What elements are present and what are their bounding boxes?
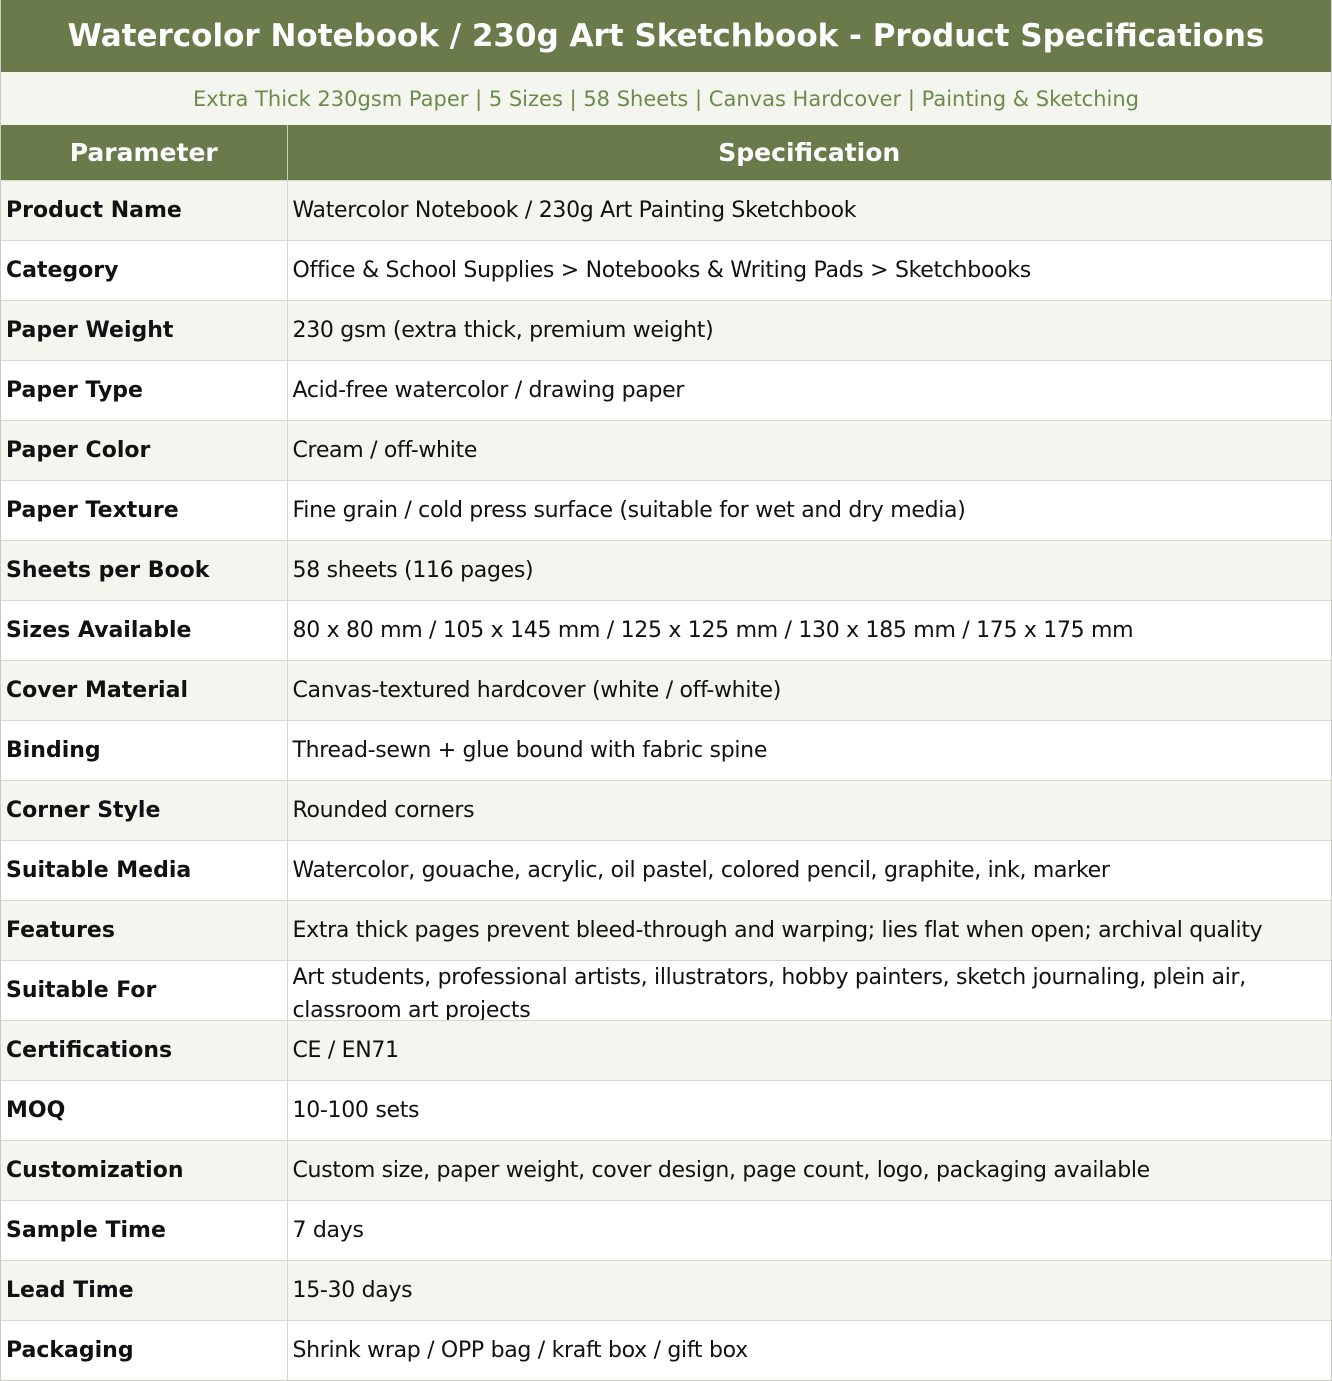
parameter-cell: Binding (1, 721, 287, 781)
table-row (1, 1141, 1331, 1201)
specification-cell: Office & School Supplies > Notebooks & Writing Pads > Sketchbooks (287, 241, 1331, 301)
table-row (1, 1081, 1331, 1141)
parameter-cell: Lead Time (1, 1261, 287, 1321)
specification-cell: Fine grain / cold press surface (suitable for wet and dry media) (287, 481, 1331, 541)
specification-cell: 230 gsm (extra thick, premium weight) (287, 301, 1331, 361)
table-row (1, 541, 1331, 601)
table-header-row (1, 125, 1331, 181)
parameter-cell: Cover Material (1, 661, 287, 721)
parameter-cell: Customization (1, 1141, 287, 1201)
table-row (1, 361, 1331, 421)
table-row (1, 1261, 1331, 1321)
parameter-cell: Sizes Available (1, 601, 287, 661)
specification-cell: Acid-free watercolor / drawing paper (287, 361, 1331, 421)
specification-cell: CE / EN71 (287, 1021, 1331, 1081)
column-header-parameter: Parameter (1, 125, 287, 181)
specification-cell: Watercolor, gouache, acrylic, oil pastel, colored pencil, graphite, ink, marker (287, 841, 1331, 901)
parameter-cell: Paper Texture (1, 481, 287, 541)
page-title: Watercolor Notebook / 230g Art Sketchbook - Product Specifications (1, 0, 1331, 72)
parameter-cell: Paper Weight (1, 301, 287, 361)
specification-cell: 58 sheets (116 pages) (287, 541, 1331, 601)
specification-cell: Canvas-textured hardcover (white / off-white) (287, 661, 1331, 721)
table-row (1, 241, 1331, 301)
specification-cell: 15-30 days (287, 1261, 1331, 1321)
table-row (1, 841, 1331, 901)
table-row (1, 481, 1331, 541)
parameter-cell: Paper Type (1, 361, 287, 421)
specification-text: Art students, professional artists, illustrators, hobby painters, sketch journaling, plein air, classroom art projects (292, 965, 1246, 1020)
parameter-cell: Features (1, 901, 287, 961)
parameter-cell: Suitable Media (1, 841, 287, 901)
table-row (1, 781, 1331, 841)
parameter-cell: Paper Color (1, 421, 287, 481)
specification-cell: Cream / off-white (287, 421, 1331, 481)
table-row (1, 1321, 1331, 1381)
parameter-cell: Certifications (1, 1021, 287, 1081)
parameter-cell: Product Name (1, 181, 287, 241)
specification-cell: Custom size, paper weight, cover design, page count, logo, packaging available (287, 1141, 1331, 1201)
column-header-specification: Specification (287, 125, 1331, 181)
table-row (1, 1201, 1331, 1261)
specification-cell: Thread-sewn + glue bound with fabric spine (287, 721, 1331, 781)
parameter-cell: MOQ (1, 1081, 287, 1141)
parameter-cell: Suitable For (1, 961, 287, 1021)
parameter-cell: Sample Time (1, 1201, 287, 1261)
table-row (1, 901, 1331, 961)
specification-cell: Watercolor Notebook / 230g Art Painting Sketchbook (287, 181, 1331, 241)
spec-table-body (1, 181, 1331, 1381)
table-row (1, 721, 1331, 781)
specification-cell: 10-100 sets (287, 1081, 1331, 1141)
page-subtitle: Extra Thick 230gsm Paper | 5 Sizes | 58 Sheets | Canvas Hardcover | Painting & Sketching (1, 72, 1331, 125)
table-row (1, 181, 1331, 241)
specification-cell: 7 days (287, 1201, 1331, 1261)
parameter-cell: Corner Style (1, 781, 287, 841)
specification-cell (287, 961, 1331, 1021)
specification-cell: Extra thick pages prevent bleed-through and warping; lies flat when open; archival quality (287, 901, 1331, 961)
table-row (1, 961, 1331, 1021)
parameter-cell: Category (1, 241, 287, 301)
table-row (1, 301, 1331, 361)
parameter-cell: Sheets per Book (1, 541, 287, 601)
specification-cell: Shrink wrap / OPP bag / kraft box / gift box (287, 1321, 1331, 1381)
specification-cell: 80 x 80 mm / 105 x 145 mm / 125 x 125 mm / 130 x 185 mm / 175 x 175 mm (287, 601, 1331, 661)
table-row (1, 421, 1331, 481)
parameter-cell: Packaging (1, 1321, 287, 1381)
spec-table (1, 125, 1331, 1380)
table-row (1, 601, 1331, 661)
table-row (1, 661, 1331, 721)
specification-cell: Rounded corners (287, 781, 1331, 841)
table-row (1, 1021, 1331, 1081)
